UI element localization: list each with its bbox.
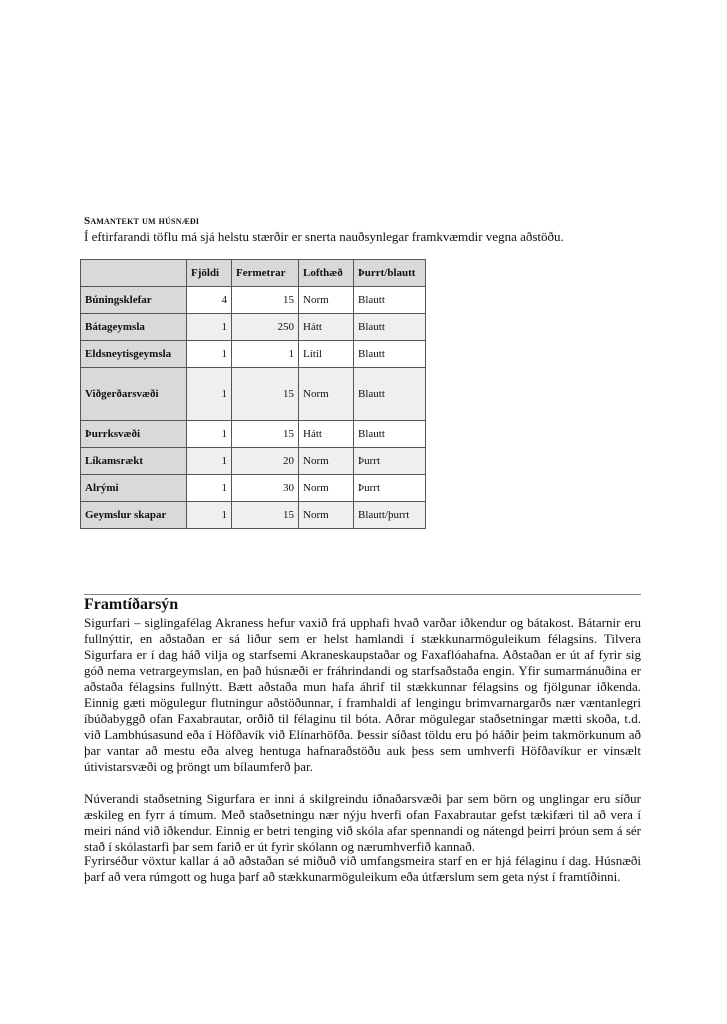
- header-cell-count: Fjöldi: [187, 260, 232, 287]
- table-row: [81, 341, 426, 368]
- row-count: 4: [187, 287, 232, 314]
- vision-heading: Framtíðarsýn: [84, 596, 179, 613]
- vision-paragraph-1: Sigurfari – siglingafélag Akraness hefur vaxið frá upphafi hvað varðar iðkendur og bátakost. Bátarnir eru fullnýttir, en aðstaðan er sá liður sem er helst hamlandi í stækkunarmöguleikum félagsins. Tilvera Sigurfara er í dag háð vilja og starfsemi Akraneskaupstaðar og Faxaflóahafna. Aðstaðan er út af fyrir sig góð nema vetrargeymslan, en það húsnæði er fráhrindandi og starfsaðstaða engin. Yfir sumarmánuðina er aðstaða félagsins fullnýtt. Bætt aðstaða mun hafa áhrif til stækkunnar félagsins og fjölgunar iðkenda. Einnig gæti mögulegur flutningur aðstöðunnar, í framhaldi af lengingu brimvarnargarðs nær væntanlegri íbúðabyggð ofan Faxabrautar, orðið til félaginu til bóta. Aðrar mögulegar staðsetningar mætti skoða, t.d. við Lambhúsasund eða í Höfðavík við Elínarhöfða. Þessir síðast töldu eru þó háðir þeim takmörkunum að þar vantar að mestu eða alveg hentuga hafnaraðstöðu auk þess sem umhverfi Höfðavíkur er vinsælt útivistarsvæði og þröngt um bílaumferð þar.: [84, 615, 641, 774]
- row-height: Norm: [299, 368, 354, 421]
- section-divider: [84, 594, 641, 595]
- row-name: Búningsklefar: [81, 287, 187, 314]
- row-count: 1: [187, 368, 232, 421]
- row-height: Lítil: [299, 341, 354, 368]
- row-type: Þurrt: [354, 475, 426, 502]
- row-area: 15: [232, 368, 299, 421]
- vision-paragraph-2: Núverandi staðsetning Sigurfara er inni á skilgreindu iðnaðarsvæði þar sem börn og unglingar eru síður æskileg en fyrr á tímum. Með staðsetningu nær nýju hverfi ofan Faxabrautar gefst tækifæri til að vera í meiri nánd við iðkendur. Einnig er betri tenging við skóla afar spennandi og nátengd þeirri þróun sem á sér stað í skólastarfi þar sem farið er út fyrir skólann og nærumhverfið kannað.: [84, 791, 641, 854]
- row-count: 1: [187, 314, 232, 341]
- header-cell-height: Lofthæð: [299, 260, 354, 287]
- row-height: Norm: [299, 475, 354, 502]
- row-type: Blautt: [354, 341, 426, 368]
- row-height: Hátt: [299, 421, 354, 448]
- row-area: 15: [232, 421, 299, 448]
- row-count: 1: [187, 341, 232, 368]
- table-row: [81, 475, 426, 502]
- header-cell-area: Fermetrar: [232, 260, 299, 287]
- header-cell-type: Þurrt/blautt: [354, 260, 426, 287]
- vision-paragraph-3: Fyrirséður vöxtur kallar á að aðstaðan sé miðuð við umfangsmeira starf en er hjá félaginu í dag. Húsnæði þarf að vera rúmgott og huga þarf að stækkunarmöguleikum eða útfærslum sem geta nýst í framtíðinni.: [84, 853, 641, 884]
- intro-text: Í eftirfarandi töflu má sjá helstu stærðir er snerta nauðsynlegar framkvæmdir vegna aðstöðu.: [84, 229, 564, 244]
- row-type: Blautt: [354, 314, 426, 341]
- row-name: Viðgerðarsvæði: [81, 368, 187, 421]
- row-area: 20: [232, 448, 299, 475]
- row-height: Norm: [299, 448, 354, 475]
- table-row: [81, 448, 426, 475]
- row-area: 30: [232, 475, 299, 502]
- section-heading: Samantekt um húsnæði: [84, 215, 200, 227]
- table-row: [81, 287, 426, 314]
- table-row: [81, 421, 426, 448]
- row-type: Blautt: [354, 421, 426, 448]
- row-type: Blautt: [354, 368, 426, 421]
- summary-table: [80, 259, 426, 529]
- row-type: Blautt: [354, 287, 426, 314]
- row-area: 1: [232, 341, 299, 368]
- row-name: Geymslur skapar: [81, 502, 187, 529]
- table-header-row: [81, 260, 426, 287]
- row-area: 15: [232, 502, 299, 529]
- table-row: [81, 502, 426, 529]
- row-count: 1: [187, 448, 232, 475]
- row-name: Líkamsrækt: [81, 448, 187, 475]
- table-row: [81, 368, 426, 421]
- row-height: Hátt: [299, 314, 354, 341]
- table-row: [81, 314, 426, 341]
- header-cell-blank: [81, 260, 187, 287]
- row-type: Blautt/þurrt: [354, 502, 426, 529]
- row-count: 1: [187, 475, 232, 502]
- row-area: 15: [232, 287, 299, 314]
- row-name: Þurrksvæði: [81, 421, 187, 448]
- row-count: 1: [187, 502, 232, 529]
- row-name: Bátageymsla: [81, 314, 187, 341]
- row-count: 1: [187, 421, 232, 448]
- row-name: Eldsneytisgeymsla: [81, 341, 187, 368]
- row-type: Þurrt: [354, 448, 426, 475]
- row-height: Norm: [299, 502, 354, 529]
- row-area: 250: [232, 314, 299, 341]
- row-height: Norm: [299, 287, 354, 314]
- row-name: Alrými: [81, 475, 187, 502]
